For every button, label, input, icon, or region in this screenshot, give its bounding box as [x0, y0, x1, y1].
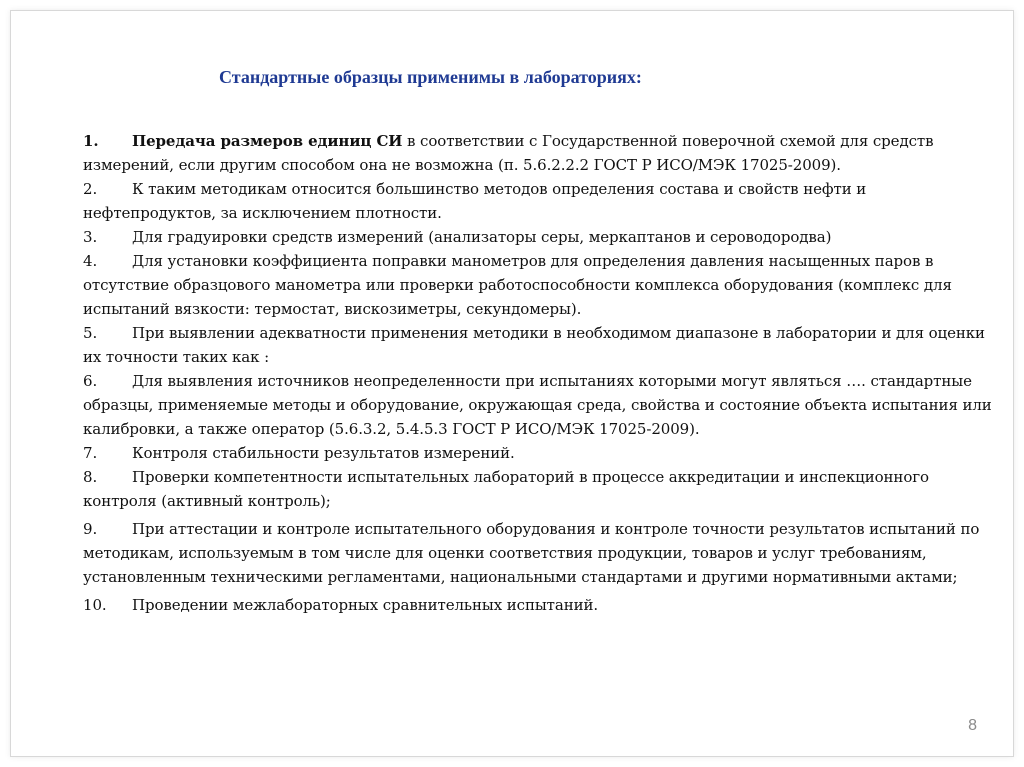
list-item-lead: Передача размеров единиц СИ	[132, 132, 403, 150]
list-item-text: К таким методикам относится большинство методов определения состава и свойств нефти и нефтепродуктов, за исключением плотности.	[83, 180, 867, 222]
list-item-number: 5.	[83, 324, 98, 342]
list-item-number: 2.	[83, 180, 98, 198]
list-item-text: в соответствии с Государственной поверочной схемой для средств измерений, если другим способом она не возможна (п. 5.6.2.2.2 ГОСТ Р ИСО/МЭК 17025-2009).	[83, 132, 934, 174]
list-item-text: Проведении межлабораторных сравнительных испытаний.	[132, 596, 599, 614]
list-item-text: Контроля стабильности результатов измерений.	[132, 444, 515, 462]
numbered-list	[83, 129, 1003, 617]
list-item-text: Для градуировки средств измерений (анализаторы серы, меркаптанов и сероводородва)	[132, 228, 832, 246]
list-item-10	[83, 593, 1003, 617]
slide	[10, 10, 1014, 757]
list-item-text: Для установки коэффициента поправки манометров для определения давления насыщенных паров в отсутствие образцового манометра или проверки работоспособности комплекса оборудования (комплекс для испытаний вязкости: термостат, вискозиметры, секундомеры).	[83, 252, 952, 318]
list-item-number: 10.	[83, 596, 107, 614]
list-item-number: 7.	[83, 444, 98, 462]
slide-title: Стандартные образцы применимы в лабораториях:	[219, 67, 642, 87]
list-item-3	[83, 225, 1003, 249]
list-item-text: При выявлении адекватности применения методики в необходимом диапазоне в лаборатории и для оценки их точности таких как :	[83, 324, 985, 366]
list-item-number: 6.	[83, 372, 98, 390]
list-item-number: 8.	[83, 468, 98, 486]
list-item-8	[83, 465, 1003, 513]
list-item-5	[83, 321, 1003, 369]
list-item-number: 4.	[83, 252, 98, 270]
list-item-9	[83, 517, 1003, 589]
page-number: 8	[968, 717, 977, 734]
list-item-text: При аттестации и контроле испытательного оборудования и контроле точности результатов испытаний по методикам, используемым в том числе для оценки соответствия продукции, товаров и услуг требованиям, установленным техническими регламентами, национальными стандартами и другими нормативными актами;	[83, 520, 980, 586]
list-item-7	[83, 441, 1003, 465]
list-item-6	[83, 369, 1003, 441]
list-item-number: 9.	[83, 520, 98, 538]
list-item-text: Проверки компетентности испытательных лабораторий в процессе аккредитации и инспекционного контроля (активный контроль);	[83, 468, 929, 510]
list-item-1	[83, 129, 1003, 177]
list-item-4	[83, 249, 1003, 321]
list-item-number: 3.	[83, 228, 98, 246]
list-item-number: 1.	[83, 132, 99, 150]
list-item-2	[83, 177, 1003, 225]
list-item-text: Для выявления источников неопределенности при испытаниях которыми могут являться …. стандартные образцы, применяемые методы и оборудование, окружающая среда, свойства и состояние объекта испытания или калибровки, а также оператор (5.6.3.2, 5.4.5.3 ГОСТ Р ИСО/МЭК 17025-2009).	[83, 372, 992, 438]
